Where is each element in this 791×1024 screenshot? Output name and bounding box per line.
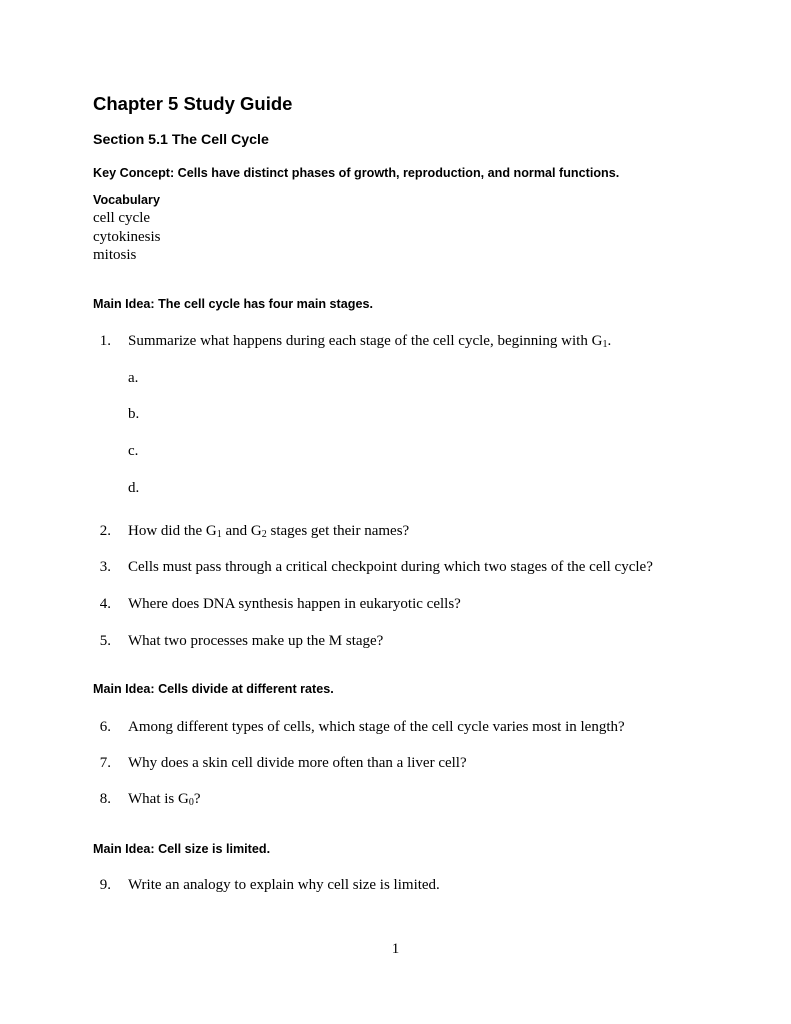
question-number: 6. xyxy=(99,719,111,735)
question-text: Write an analogy to explain why cell size is limited. xyxy=(128,877,440,893)
main-idea-heading: Main Idea: Cell size is limited. xyxy=(93,842,271,856)
question-number: 2. xyxy=(99,523,111,539)
main-idea-heading: Main Idea: Cells divide at different rates. xyxy=(93,682,334,696)
question-number: 7. xyxy=(99,755,111,771)
question-text: Where does DNA synthesis happen in eukaryotic cells? xyxy=(128,596,461,612)
question-number: 5. xyxy=(99,633,111,649)
page-title: Chapter 5 Study Guide xyxy=(93,93,293,114)
question-number: 4. xyxy=(99,596,111,612)
question-text: Summarize what happens during each stage of the cell cycle, beginning with $G_1$. xyxy=(128,333,612,350)
question-number: 9. xyxy=(99,877,111,893)
question-text: Why does a skin cell divide more often than a liver cell? xyxy=(128,755,467,771)
question-text: Among different types of cells, which stage of the cell cycle varies most in length? xyxy=(128,719,625,735)
answer-item-label: b. xyxy=(128,406,140,422)
page-number: 1 xyxy=(391,941,400,957)
main-idea-heading: Main Idea: The cell cycle has four main stages. xyxy=(93,297,373,311)
key-concept: Key Concept: Cells have distinct phases of growth, reproduction, and normal functions. xyxy=(93,166,620,180)
vocabulary-term: cytokinesis xyxy=(93,229,161,245)
question-text: Cells must pass through a critical checkpoint during which two stages of the cell cycle? xyxy=(128,559,653,575)
question-number: 3. xyxy=(99,559,111,575)
vocabulary-term: mitosis xyxy=(93,247,137,263)
question-text: What is $G_0$? xyxy=(128,791,201,808)
answer-item-label: a. xyxy=(128,370,139,386)
section-heading: Section 5.1 The Cell Cycle xyxy=(93,132,269,148)
question-text: How did the $G_1$ and $G_2$ stages get their names? xyxy=(128,523,410,540)
question-text: What two processes make up the M stage? xyxy=(128,633,384,649)
question-number: 1. xyxy=(99,333,111,349)
vocabulary-heading: Vocabulary xyxy=(93,193,160,207)
question-number: 8. xyxy=(99,791,111,807)
answer-item-label: d. xyxy=(128,480,140,496)
answer-item-label: c. xyxy=(128,443,139,459)
vocabulary-term: cell cycle xyxy=(93,210,151,226)
